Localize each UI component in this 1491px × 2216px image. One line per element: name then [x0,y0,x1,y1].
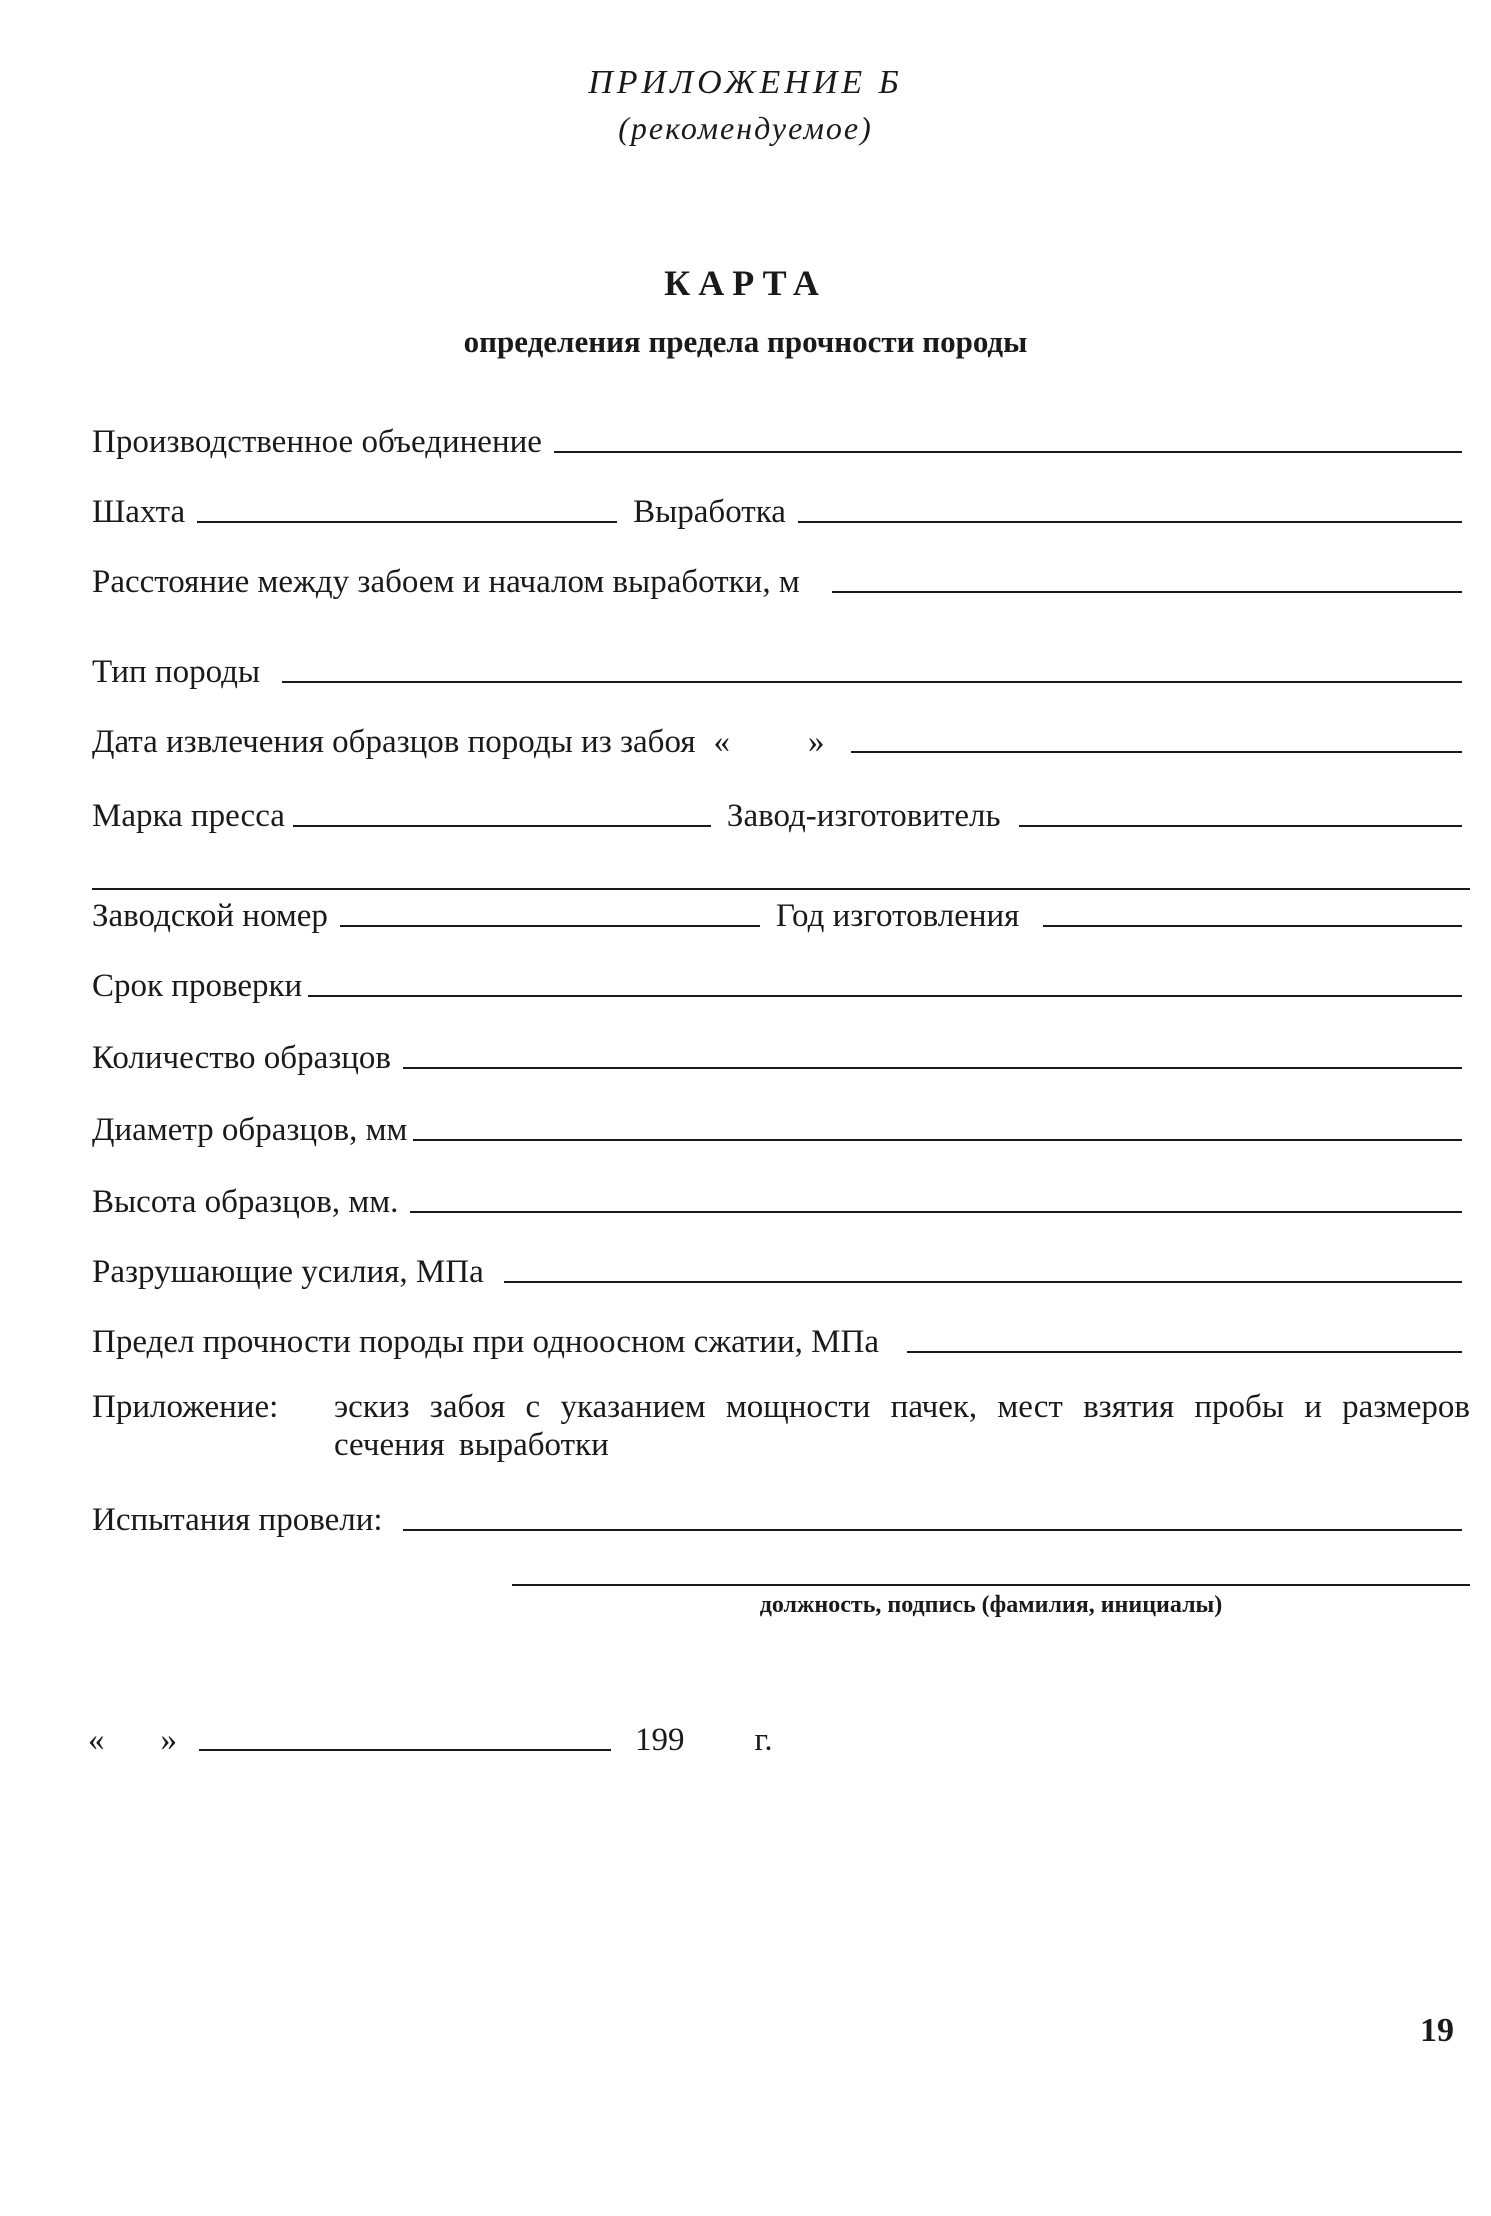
extraction-date-close-quote: » [808,724,825,760]
sample-diameter-label: Диаметр образцов, мм [92,1112,408,1148]
document-subtitle: определения предела прочности породы [463,324,1028,359]
signature-line[interactable] [512,1584,1470,1586]
tests-field[interactable] [403,1529,1462,1531]
extraction-date-field[interactable] [851,751,1462,753]
face-distance-label: Расстояние между забоем и началом выработки, м [92,564,800,600]
sample-diameter-field[interactable] [413,1139,1462,1141]
date-open-quote: « [88,1722,105,1758]
inspection-period-label: Срок проверки [92,968,303,1004]
field-row-serial [92,896,1470,936]
extraction-date-open-quote: « [713,724,731,760]
field-row-breaking-forces [92,1252,1470,1292]
sample-height-field[interactable] [410,1211,1462,1213]
field-row-press [92,796,1470,836]
rock-type-label: Тип породы [92,654,261,690]
compressive-strength-label: Предел прочности породы при одноосном сжатии, МПа [92,1324,879,1360]
field-row-extraction-date [92,722,1470,762]
sample-count-field[interactable] [403,1067,1462,1069]
field-row-tests [92,1500,1470,1540]
field-row-face-distance [92,562,1470,602]
production-association-label: Производственное объединение [92,424,542,460]
signature-caption: должность, подпись (фамилия, инициалы) [759,1592,1223,1618]
field-row-sample-diameter [92,1110,1470,1150]
field-row-compressive-strength [92,1322,1470,1362]
working-field[interactable] [798,521,1462,523]
rock-type-field[interactable] [282,681,1462,683]
appendix-title: ПРИЛОЖЕНИЕ Б [588,64,903,101]
serial-number-field[interactable] [340,925,760,927]
attachment-block [92,1388,1470,1464]
field-row-production-association [92,422,1470,462]
sample-count-label: Количество образцов [92,1040,392,1076]
date-year-prefix: 199 [635,1722,685,1758]
press-model-label: Марка пресса [92,798,285,834]
face-distance-field[interactable] [832,591,1462,593]
date-row [88,1720,773,1760]
breaking-forces-field[interactable] [504,1281,1462,1283]
page-number: 19 [1420,2012,1454,2049]
attachment-text: эскиз забоя с указанием мощности пачек, мест взятия пробы и размеров сечения выработки [334,1389,1470,1463]
sample-height-label: Высота образцов, мм. [92,1184,399,1220]
attachment-label: Приложение: [92,1389,279,1425]
serial-number-label: Заводской номер [92,898,328,934]
field-row-sample-height [92,1182,1470,1222]
field-row-inspection [92,966,1470,1006]
manufacturer-continuation-line[interactable] [92,888,1470,890]
inspection-period-field[interactable] [308,995,1462,997]
field-row-sample-count [92,1038,1470,1078]
working-label: Выработка [633,494,786,530]
breaking-forces-label: Разрушающие усилия, МПа [92,1254,484,1290]
production-association-field[interactable] [554,451,1462,453]
date-close-quote: » [160,1722,177,1758]
document-title: КАРТА [664,263,827,303]
tests-label: Испытания провели: [92,1502,383,1538]
mine-field[interactable] [197,521,617,523]
field-row-mine [92,492,1470,532]
compressive-strength-field[interactable] [907,1351,1462,1353]
mine-label: Шахта [92,494,186,530]
appendix-note: (рекомендуемое) [618,110,873,146]
field-row-rock-type [92,652,1470,692]
date-month-field[interactable] [199,1749,611,1751]
extraction-date-label: Дата извлечения образцов породы из забоя [92,724,696,760]
manufacture-year-label: Год изготовления [775,898,1020,934]
manufacture-year-field[interactable] [1043,925,1462,927]
press-model-field[interactable] [293,825,711,827]
manufacturer-label: Завод-изготовитель [726,798,1001,834]
manufacturer-field[interactable] [1019,825,1462,827]
date-year-suffix: г. [754,1722,773,1758]
